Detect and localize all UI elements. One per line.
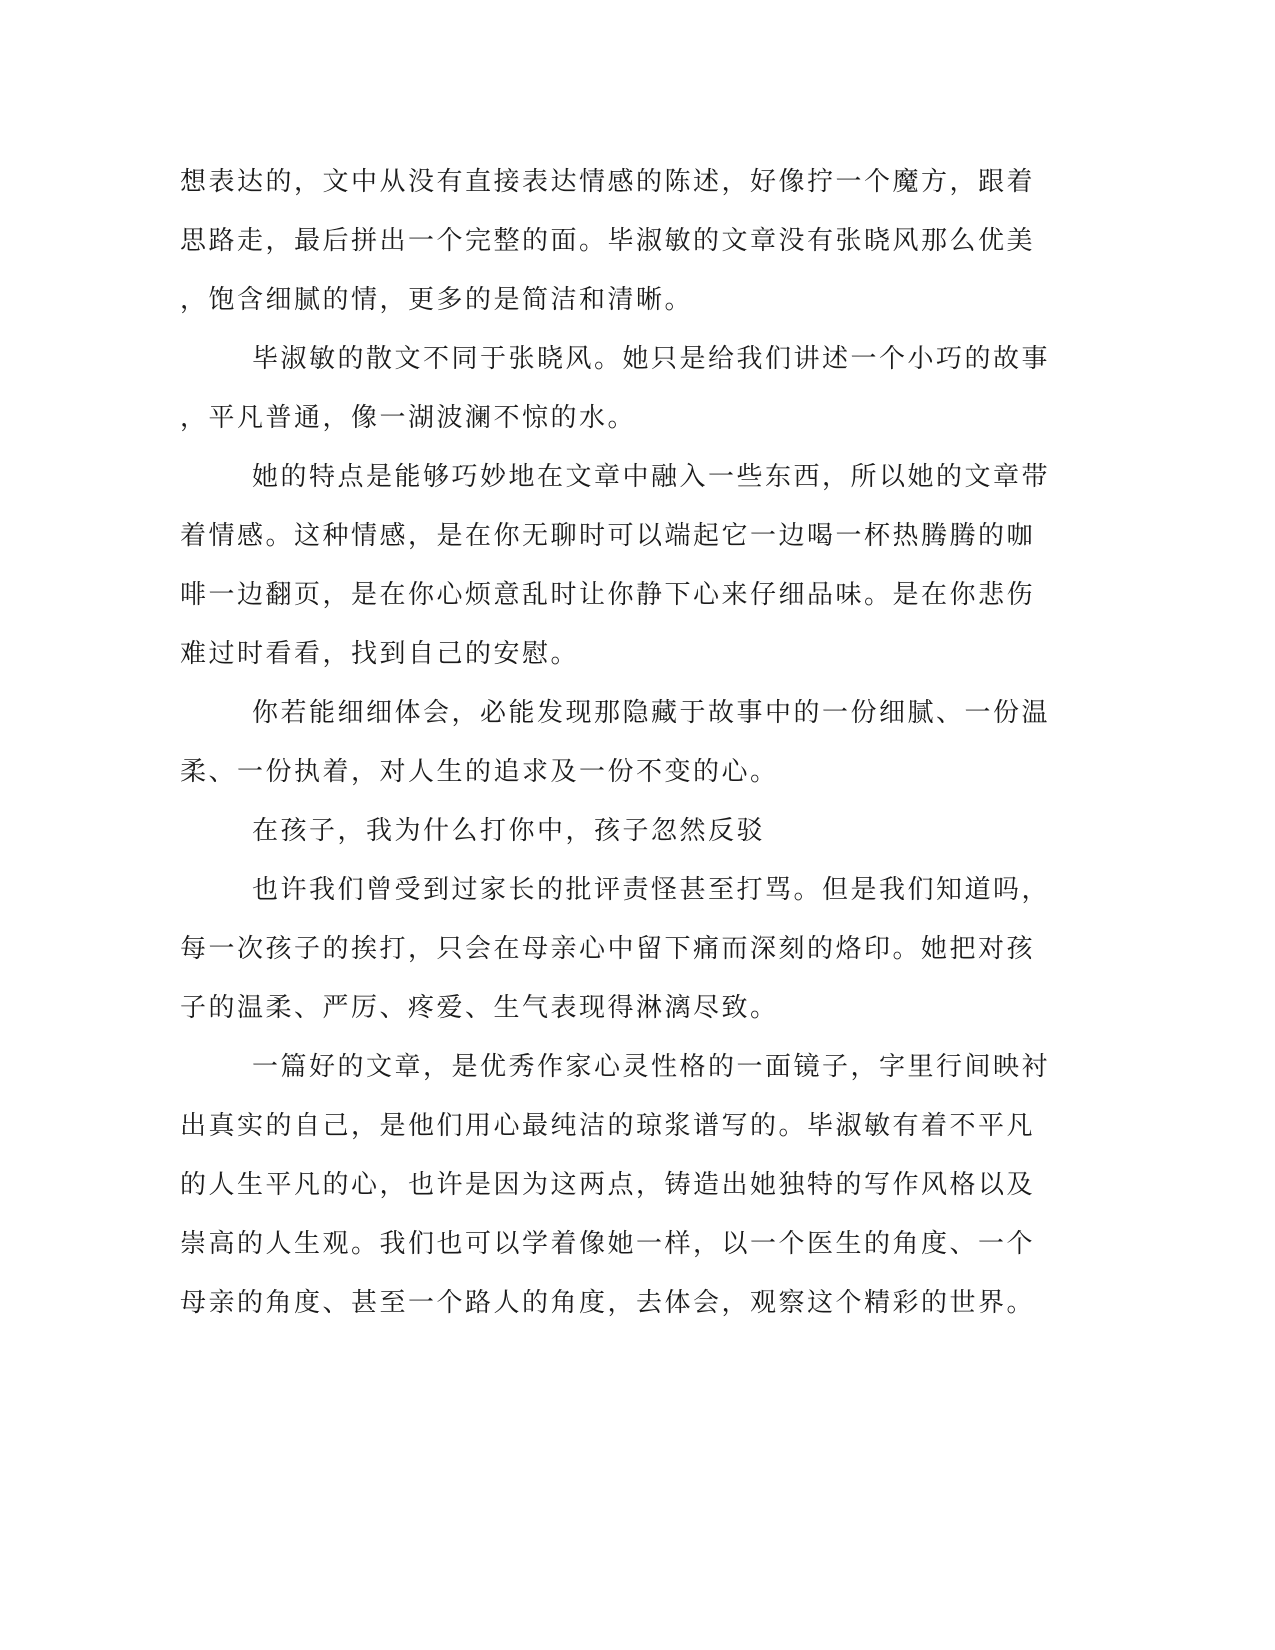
text-line: 每一次孩子的挨打，只会在母亲心中留下痛而深刻的烙印。她把对孩 [180,934,1036,964]
text-line: ，饱含细腻的情，更多的是简洁和清晰。 [180,285,694,315]
text-line: 想表达的，文中从没有直接表达情感的陈述，好像拧一个魔方，跟着 [180,167,1036,197]
text-line: 啡一边翻页，是在你心烦意乱时让你静下心来仔细品味。是在你悲伤 [180,580,1036,610]
paragraph-first-line: 毕淑敏的散文不同于张晓风。她只是给我们讲述一个小巧的故事 [252,344,1051,374]
text-line: 的人生平凡的心，也许是因为这两点，铸造出她独特的写作风格以及 [180,1170,1036,1200]
paragraph-first-line: 一篇好的文章，是优秀作家心灵性格的一面镜子，字里行间映衬 [252,1052,1051,1082]
text-line: 难过时看看，找到自己的安慰。 [180,639,580,669]
paragraph-first-line: 在孩子，我为什么打你中，孩子忽然反驳 [252,816,766,846]
text-line: 母亲的角度、甚至一个路人的角度，去体会，观察这个精彩的世界。 [180,1288,1036,1318]
text-line: 子的温柔、严厉、疼爱、生气表现得淋漓尽致。 [180,993,779,1023]
text-line: 崇高的人生观。我们也可以学着像她一样，以一个医生的角度、一个 [180,1229,1036,1259]
text-line: 柔、一份执着，对人生的追求及一份不变的心。 [180,757,779,787]
document-body [180,156,1050,1336]
paragraph-first-line: 也许我们曾受到过家长的批评责怪甚至打骂。但是我们知道吗， [252,875,1051,905]
text-line: 思路走，最后拼出一个完整的面。毕淑敏的文章没有张晓风那么优美 [180,226,1036,256]
text-line: ，平凡普通，像一湖波澜不惊的水。 [180,403,637,433]
text-line: 出真实的自己，是他们用心最纯洁的琼浆谱写的。毕淑敏有着不平凡 [180,1111,1036,1141]
paragraph-first-line: 你若能细细体会，必能发现那隐藏于故事中的一份细腻、一份温 [252,698,1051,728]
text-line: 着情感。这种情感，是在你无聊时可以端起它一边喝一杯热腾腾的咖 [180,521,1036,551]
paragraph-first-line: 她的特点是能够巧妙地在文章中融入一些东西，所以她的文章带 [252,462,1051,492]
